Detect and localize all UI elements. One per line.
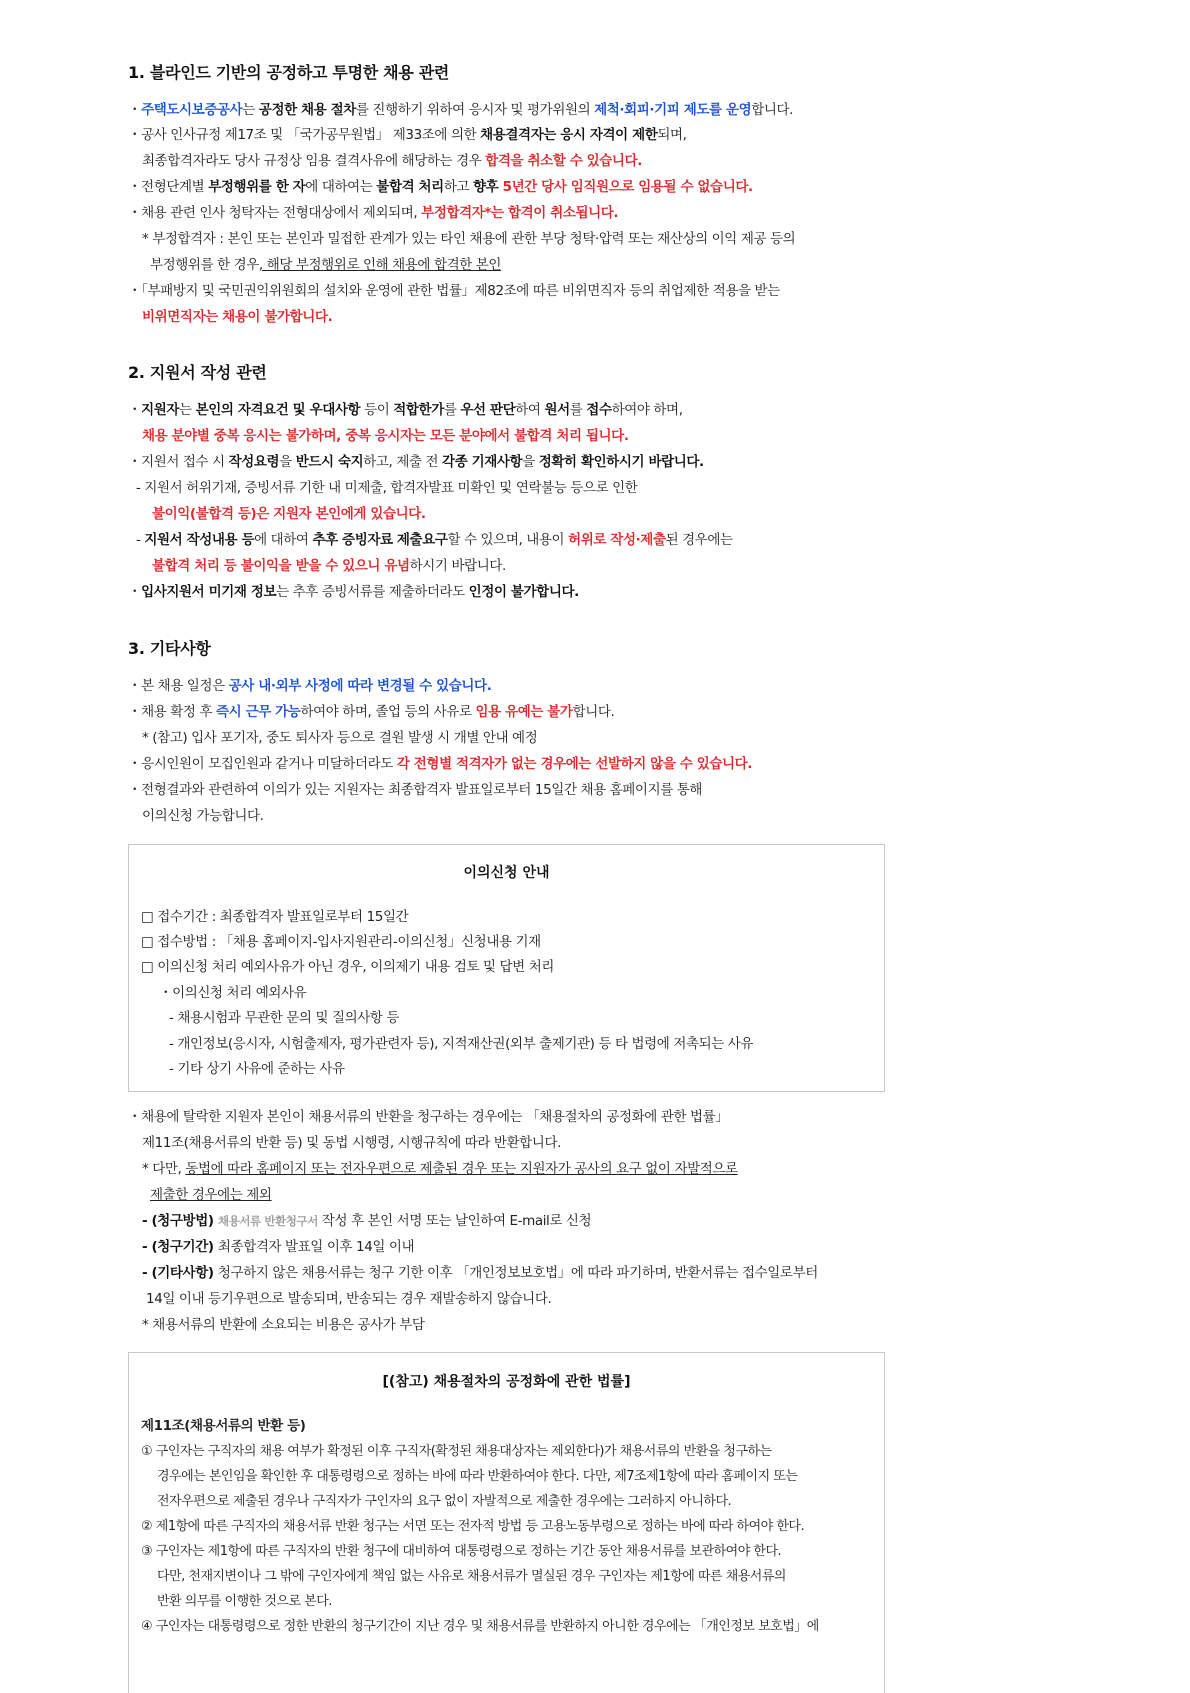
s3-note-1: * (참고) 입사 포기자, 중도 퇴사자 등으로 결원 발생 시 개별 안내 예정 [142,730,538,746]
law-line-3: 전자우편으로 제출된 경우나 구직자가 구인자의 요구 없이 자발적으로 제출한 경우에는 그러하지 아니하다. [157,1494,732,1509]
s1-line-5: ・채용 관련 인사 청탁자는 전형대상에서 제외되며, 부정합격자*는 합격이 취소됩니다. [128,205,619,221]
s3-line-4: ・전형결과와 관련하여 이의가 있는 지원자는 최종합격자 발표일로부터 15일간 채용 홈페이지를 통해 [128,782,703,798]
s1-line-6: ・「부패방지 및 국민권익위원회의 설치와 운영에 관한 법률」제82조에 따른 비위면직자 등의 취업제한 적용을 받는 [128,283,780,299]
law-reference-box [128,1352,885,1693]
law-line-7: 반환 의무를 이행한 것으로 본다. [157,1594,332,1609]
return-note-3: * 채용서류의 반환에 소요되는 비용은 공사가 부담 [142,1317,425,1333]
return-note-2: 제출한 경우에는 제외 [150,1187,272,1203]
law-box-title: [(참고) 채용절차의 공정화에 관한 법률] [382,1374,631,1390]
s1-note-2: 부정행위를 한 경우, 해당 부정행위로 인해 채용에 합격한 본인 [150,257,502,273]
s2-line-7: 불합격 처리 등 불이익을 받을 수 있으니 유념하시기 바랍니다. [152,558,506,574]
return-period: - (청구기간) 최종합격자 발표일 이후 14일 이내 [142,1239,415,1255]
law-line-4: ② 제1항에 따른 구직자의 채용서류 반환 청구는 서면 또는 전자적 방법 등 고용노동부령으로 정하는 바에 따라 하여야 한다. [141,1519,805,1534]
return-form-link[interactable]: 채용서류 반환청구서 [217,1214,318,1228]
return-etc: - (기타사항) 청구하지 않은 채용서류는 청구 기한 이후 「개인정보보호법」에 따라 파기하며, 반환서류는 접수일로부터 [142,1265,818,1281]
appeal-line-2: □ 접수방법 : 「채용 홈페이지-입사지원관리-이의신청」신청내용 기재 [141,934,541,950]
s1-line-1: ・주택도시보증공사는 공정한 채용 절차를 진행하기 위하여 응시자 및 평가위원의 제척·회피·기피 제도를 운영합니다. [128,102,794,118]
section-1-title: 1. 블라인드 기반의 공정하고 투명한 채용 관련 [128,63,450,82]
law-line-6: 다만, 천재지변이나 그 밖에 구인자에게 책임 없는 사유로 채용서류가 멸실된 경우 구인자는 제1항에 따른 채용서류의 [157,1569,786,1584]
s1-line-2: ・공사 인사규정 제17조 및 「국가공무원법」 제33조에 의한 채용결격자는 응시 자격이 제한되며, [128,127,687,143]
s2-line-3: ・지원서 접수 시 작성요령을 반드시 숙지하고, 제출 전 각종 기재사항을 정확히 확인하시기 바랍니다. [128,454,704,470]
return-note-1: * 다만, 동법에 따라 홈페이지 또는 전자우편으로 제출된 경우 또는 지원자가 공사의 요구 없이 자발적으로 [142,1161,738,1177]
s1-line-7: 비위면직자는 채용이 불가합니다. [142,309,333,325]
s3-line-5: 이의신청 가능합니다. [142,808,264,824]
appeal-line-5: - 채용시험과 무관한 문의 및 질의사항 등 [169,1010,400,1026]
law-article-title: 제11조(채용서류의 반환 등) [141,1418,306,1434]
return-line-1: ・채용에 탈락한 지원자 본인이 채용서류의 반환을 청구하는 경우에는 「채용절차의 공정화에 관한 법률」 [128,1109,729,1125]
s3-line-1: ・본 채용 일정은 공사 내·외부 사정에 따라 변경될 수 있습니다. [128,678,492,694]
appeal-info-box [128,844,885,1092]
appeal-line-3: □ 이의신청 처리 예외사유가 아닌 경우, 이의제기 내용 검토 및 답변 처리 [141,959,554,975]
s1-line-3: 최종합격자라도 당사 규정상 임용 결격사유에 해당하는 경우 합격을 취소할 수 있습니다. [142,153,642,169]
appeal-line-6: - 개인정보(응시자, 시험출제자, 평가관련자 등), 지적재산권(외부 출제기관) 등 타 법령에 저촉되는 사유 [169,1036,754,1052]
s3-line-3: ・응시인원이 모집인원과 같거나 미달하더라도 각 전형별 적격자가 없는 경우에는 선발하지 않을 수 있습니다. [128,756,752,772]
s2-line-6: - 지원서 작성내용 등에 대하여 추후 증빙자료 제출요구할 수 있으며, 내용이 허위로 작성·제출된 경우에는 [136,532,733,548]
s2-line-8: ・입사지원서 미기재 정보는 추후 증빙서류를 제출하더라도 인정이 불가합니다. [128,584,579,600]
law-line-1: ① 구인자는 구직자의 채용 여부가 확정된 이후 구직자(확정된 채용대상자는 제외한다)가 채용서류의 반환을 청구하는 [141,1444,772,1459]
section-2-title: 2. 지원서 작성 관련 [128,363,267,382]
law-line-5: ③ 구인자는 제1항에 따른 구직자의 반환 청구에 대비하여 대통령령으로 정하는 기간 동안 채용서류를 보관하여야 한다. [141,1544,782,1559]
appeal-line-4: ・이의신청 처리 예외사유 [159,985,307,1001]
appeal-box-title: 이의신청 안내 [463,865,550,881]
s1-line-4: ・전형단계별 부정행위를 한 자에 대하여는 불합격 처리하고 향후 5년간 당사 임직원으로 임용될 수 없습니다. [128,179,753,195]
return-line-2: 제11조(채용서류의 반환 등) 및 동법 시행령, 시행규칙에 따라 반환합니다. [142,1135,561,1151]
s2-line-5: 불이익(불합격 등)은 지원자 본인에게 있습니다. [152,506,426,522]
return-etc-2: 14일 이내 등기우편으로 발송되며, 반송되는 경우 재발송하지 않습니다. [146,1291,552,1307]
s3-line-2: ・채용 확정 후 즉시 근무 가능하여야 하며, 졸업 등의 사유로 임용 유예는 불가합니다. [128,704,615,720]
s1-note-1: * 부정합격자 : 본인 또는 본인과 밀접한 관계가 있는 타인 채용에 관한 부당 청탁·압력 또는 재산상의 이익 제공 등의 [142,231,796,247]
s2-line-4: - 지원서 허위기재, 증빙서류 기한 내 미제출, 합격자발표 미확인 및 연락불능 등으로 인한 [136,480,638,496]
s2-line-1: ・지원자는 본인의 자격요건 및 우대사항 등이 적합한가를 우선 판단하여 원서를 접수하여야 하며, [128,402,683,418]
law-line-8: ④ 구인자는 대통령령으로 정한 반환의 청구기간이 지난 경우 및 채용서류를 반환하지 아니한 경우에는 「개인정보 보호법」에 [141,1619,819,1634]
appeal-line-7: - 기타 상기 사유에 준하는 사유 [169,1061,345,1077]
return-method: - (청구방법) 채용서류 반환청구서 작성 후 본인 서명 또는 날인하여 E-mail로 신청 [142,1213,592,1229]
section-3-title: 3. 기타사항 [128,639,211,658]
law-line-2: 경우에는 본인임을 확인한 후 대통령령으로 정하는 바에 따라 반환하여야 한다. 다만, 제7조제1항에 따라 홈페이지 또는 [157,1469,798,1484]
s2-line-2: 채용 분야별 중복 응시는 불가하며, 중복 응시자는 모든 분야에서 불합격 처리 됩니다. [142,428,629,444]
appeal-line-1: □ 접수기간 : 최종합격자 발표일로부터 15일간 [141,909,409,925]
